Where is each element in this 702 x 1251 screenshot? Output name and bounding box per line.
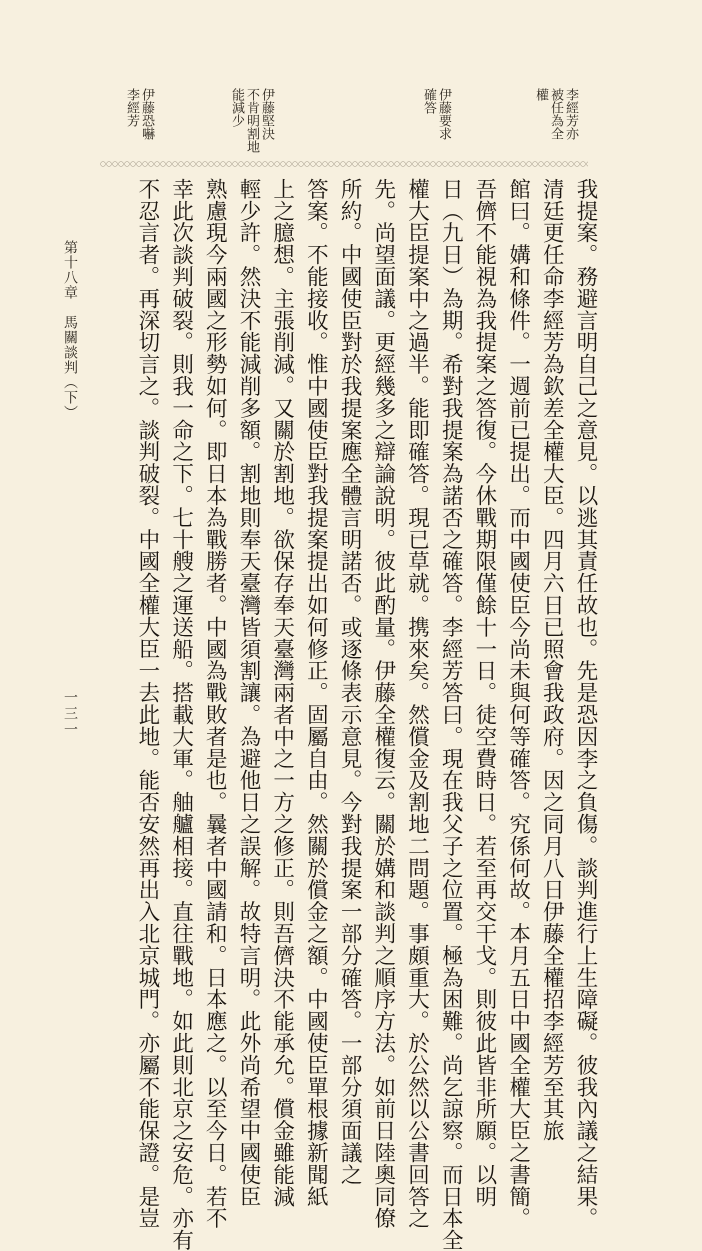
text-column: 所約。中國使臣對於我提案應全體言明諾否。或逐條表示意見。今對我提案一部分確答。一部分須面議之 [337, 178, 363, 1186]
note-line: 伊藤要求 [436, 88, 451, 140]
note-line: 能減少 [229, 88, 244, 127]
margin-note-4 [124, 88, 154, 140]
wavy-divider [100, 160, 588, 168]
page-number: 一三一 [62, 690, 78, 738]
note-line: 不肯明割地 [244, 88, 259, 153]
note-line: 李經芳 [124, 88, 139, 127]
text-column: 上之臆想。主張削減。又關於割地。欲保存奉天臺灣兩者中之一方之修正。則吾儕決不能承允。償金雖能減 [269, 178, 295, 1208]
note-line: 權 [533, 88, 548, 101]
text-column: 幸此次談判破裂。則我一命之下。七十艘之運送船。搭載大軍。舳艫相接。直往戰地。如此則北京之安危。亦有 [168, 178, 194, 1251]
text-column: 館曰。媾和條件。一週前已提出。而中國使臣今尚未與何等確答。究係何故。本月五日中國全權大臣之書簡。 [505, 178, 531, 1230]
text-column: 不忍言者。再深切言之。談判破裂。中國全權大臣一去此地。能否安然再出入北京城門。亦屬不能保證。是豈 [134, 178, 160, 1230]
running-head: 第十八章 馬關談判（下） [62, 240, 78, 420]
margin-note-2 [421, 88, 451, 140]
margin-note-3 [229, 88, 274, 153]
text-column: 日（九日）為期。希對我提案為諾否之確答。李經芳答曰。現在我父子之位置。極為困難。尚乞諒察。而日本全 [438, 178, 464, 1251]
margin-note-1 [533, 88, 578, 140]
text-column: 我提案。務避言明自己之意見。以逃其責任故也。先是恐因李之負傷。談判進行上生障礙。彼我內議之結果。 [573, 178, 598, 1230]
note-line: 被任為全 [548, 88, 563, 140]
note-line: 伊藤堅決 [259, 88, 274, 140]
note-line: 伊藤恐嚇 [139, 88, 154, 140]
text-column: 吾儕不能視為我提案之答復。今休戰期限僅餘十一日。徒空費時日。若至再交干戈。則彼此皆非所願。以明 [471, 178, 497, 1208]
text-column: 答案。不能接收。惟中國使臣對我提案提出如何修正。固屬自由。然關於償金之額。中國使臣單根據新聞紙 [303, 178, 329, 1208]
text-column: 權大臣提案中之過半。能即確答。現已草就。携來矣。然償金及割地二問題。事頗重大。於公然以公書回答之 [404, 178, 430, 1230]
text-column: 熟慮現今兩國之形勢如何。即日本為戰勝者。中國為戰敗者是也。曩者中國請和。日本應之。以至今日。若不 [202, 178, 228, 1230]
text-column: 清廷更任命李經芳為欽差全權大臣。四月六日已照會我政府。因之同月八日伊藤全權招李經芳至其旅 [539, 178, 565, 1142]
note-line: 李經芳亦 [563, 88, 578, 140]
note-line: 確答 [421, 88, 436, 114]
text-column: 輕少許。然決不能減削多額。割地則奉天臺灣皆須割讓。為避他日之誤解。故特言明。此外尚希望中國使臣 [235, 178, 261, 1208]
body-text [130, 178, 602, 1251]
text-column: 先。尚望面議。更經幾多之辯論說明。彼此酌量。伊藤全權復云。關於媾和談判之順序方法。如前日陸奧同僚 [370, 178, 396, 1230]
